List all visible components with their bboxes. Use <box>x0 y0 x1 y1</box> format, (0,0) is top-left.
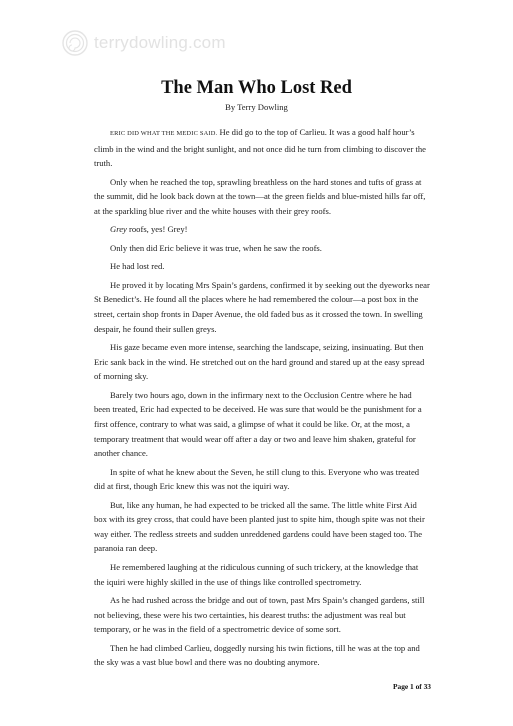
paragraph: Then he had climbed Carlieu, doggedly nursing his twin fictions, till he was at the top and the sky was a vast blue bowl and there was no doubting anymore. <box>94 642 420 668</box>
swirl-logo-icon <box>62 30 88 56</box>
paragraph: As he had rushed across the bridge and out of town, past Mrs Spain’s changed gardens, still not believing, these were his two certainties, his dearest truths: the adjustment was real but temporary, or he was in the field of a spectrometric device of some sort. <box>94 595 425 635</box>
paragraph: He proved it by locating Mrs Spain’s gardens, confirmed it by seeking out the dyeworks near St Benedict’s. He found all the places where he had remembered the colour—a post box in the street, certain shop fronts in Daper Avenue, the old faded bus as it crossed the town. In swelling despair, he found their sullen greys. <box>94 279 430 334</box>
paragraph <box>94 222 430 237</box>
byline: By Terry Dowling <box>225 102 288 112</box>
small-caps-lead: ERIC DID WHAT THE MEDIC SAID. <box>110 130 218 137</box>
paragraph: He remembered laughing at the ridiculous cunning of such trickery, at the knowledge that the iquiri were highly skilled in the use of things like controlled spectrometry. <box>94 561 419 587</box>
paragraph: Only then did Eric believe it was true, when he saw the roofs. <box>110 242 322 253</box>
paragraph-text: He did go to the top of Carlieu. It was a good half hour’s climb in the wind and the bright sunlight, and not once did he turn from climbing to discover the truth. <box>94 127 426 169</box>
page-title: The Man Who Lost Red <box>161 78 352 98</box>
paragraph: He had lost red. <box>110 261 165 272</box>
italic-word: Grey <box>110 224 127 235</box>
paragraph: Barely two hours ago, down in the infirmary next to the Occlusion Centre where he had been treated, Eric had expected to be deceived. He was sure that would be the punishment for a first offence, contrary to what was said, a glimpse of what it could be like. Or, at the most, a temporary treatment that would wear off after a day or two and leave him shaken, grateful for another chance. <box>94 389 422 459</box>
paragraph: In spite of what he knew about the Seven, he still clung to this. Everyone who was treated did at first, though Eric knew this was not the iquiri way. <box>94 466 420 492</box>
story-body <box>94 125 430 674</box>
paragraph: Only when he reached the top, sprawling breathless on the hard stones and tufts of grass at the summit, did he look back down at the town—at the green fields and blue-misted hills far off, at the sparkling blue river and the white houses with their grey roofs. <box>94 176 426 216</box>
watermark <box>62 30 226 56</box>
paragraph: But, like any human, he had expected to be tricked all the same. The little white First Aid box with its grey cross, that could have been planted just to spite him, though spite was not their way either. The redless streets and sudden unreddened gardens could have been staged too. The paranoia ran deep. <box>94 499 425 554</box>
paragraph <box>94 125 430 171</box>
page-number: Page 1 of 33 <box>393 682 431 691</box>
paragraph-text: roofs, yes! Grey! <box>126 224 188 235</box>
watermark-text: terrydowling.com <box>94 33 226 52</box>
paragraph: His gaze became even more intense, searching the landscape, seizing, insinuating. But then Eric sank back in the wind. He stretched out on the hard ground and stared up at the easy spread of morning sky. <box>94 342 425 382</box>
